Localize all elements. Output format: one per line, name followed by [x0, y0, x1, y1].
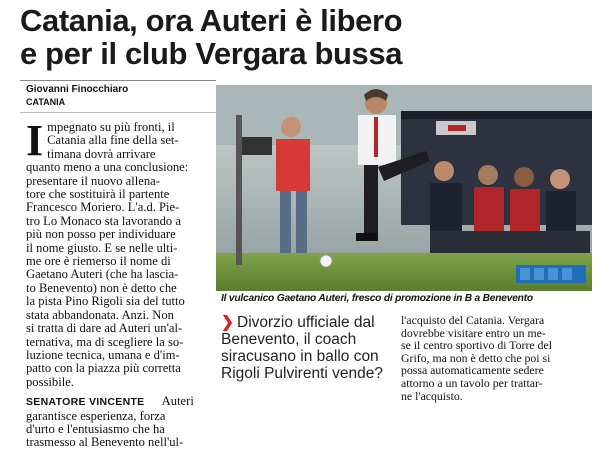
subhead-senatore-vincente: SENATORE VINCENTE — [26, 396, 145, 409]
body-line: dovrebbe visitare entro un me- — [401, 325, 546, 340]
body-line: Grifo, ma non è detto che poi si — [401, 350, 551, 365]
body-line: ternativa, ma di scegliere la so- — [26, 334, 184, 349]
divider-byline — [20, 112, 216, 113]
article-photo — [216, 85, 592, 291]
highlight-box — [221, 314, 393, 382]
body-line: garantisce esperienza, forza — [26, 408, 166, 423]
body-line: luzione tecnica, umana e d'im- — [26, 347, 180, 362]
body-line: l'acquisto del Catania. Vergara — [401, 313, 545, 327]
body-line: si tratta di dare ad Auteri un'al- — [26, 321, 183, 336]
body-line: possa automaticamente sedere — [401, 363, 544, 378]
stadium-bench-illustration — [216, 85, 592, 291]
byline — [26, 84, 216, 108]
photo-caption: Il vulcanico Gaetano Auteri, fresco di promozione in B a Benevento — [221, 293, 533, 304]
body-line: il nome giusto. E se nelle ulti- — [26, 240, 178, 255]
body-line: me ore è riemerso il nome di — [26, 254, 171, 269]
headline-line-2: e per il club Vergara bussa — [20, 36, 403, 71]
body-line: Francesco Moriero. L'a.d. Pie- — [26, 200, 180, 215]
article-headline — [20, 4, 590, 70]
body-line: attorno a un tavolo per trattar- — [401, 375, 543, 390]
body-line: patto con la piazza più corretta — [26, 361, 181, 376]
article-body-left — [26, 116, 216, 450]
headline-line-1: Catania, ora Auteri è libero — [20, 3, 403, 38]
body-line: d'urto e l'entusiasmo che ha — [26, 421, 165, 436]
body-line: tore che sostituirà il partente — [26, 187, 170, 202]
byline-author: Giovanni Finocchiaro — [26, 84, 129, 95]
subhead-line — [26, 395, 216, 409]
body-line: quanto meno a una conclusione: — [26, 160, 189, 175]
body-line: trasmesso al Benevento nell'ul- — [26, 435, 184, 450]
body-line: presentare il nuovo allena- — [26, 173, 160, 188]
body-line: la pista Pino Rigoli sia del tutto — [26, 294, 185, 309]
divider-top — [20, 80, 216, 81]
body-line: ne l'acquisto. — [401, 388, 463, 403]
chevron-right-icon: ❯ — [221, 314, 234, 331]
article-body-right — [401, 314, 593, 402]
byline-place: CATANIA — [26, 97, 66, 107]
body-line: possibile. — [26, 374, 74, 389]
subhead-continuation: Auteri — [161, 394, 194, 409]
drop-cap: I — [26, 116, 44, 165]
body-line: più non posso per individuare — [26, 227, 176, 242]
body-line: tro Lo Monaco sta lavorando a — [26, 213, 181, 228]
body-line: stata abbandonata. Anzi. Non — [26, 307, 174, 322]
body-line: se il centro sportivo di Torre del — [401, 338, 552, 353]
body-line: Gaetano Auteri (che ha lascia- — [26, 267, 179, 282]
highlight-text: Divorzio ufficiale dal Benevento, il coach siracusano in ballo con Rigoli Pulvirenti vende? — [221, 314, 383, 382]
body-line: mpegnato su più fronti, il — [47, 120, 175, 134]
body-line: timana dovrà arrivare — [47, 146, 156, 161]
body-line: Catania alla fine della set- — [47, 133, 179, 148]
body-line: to Benevento) non è detto che — [26, 280, 177, 295]
